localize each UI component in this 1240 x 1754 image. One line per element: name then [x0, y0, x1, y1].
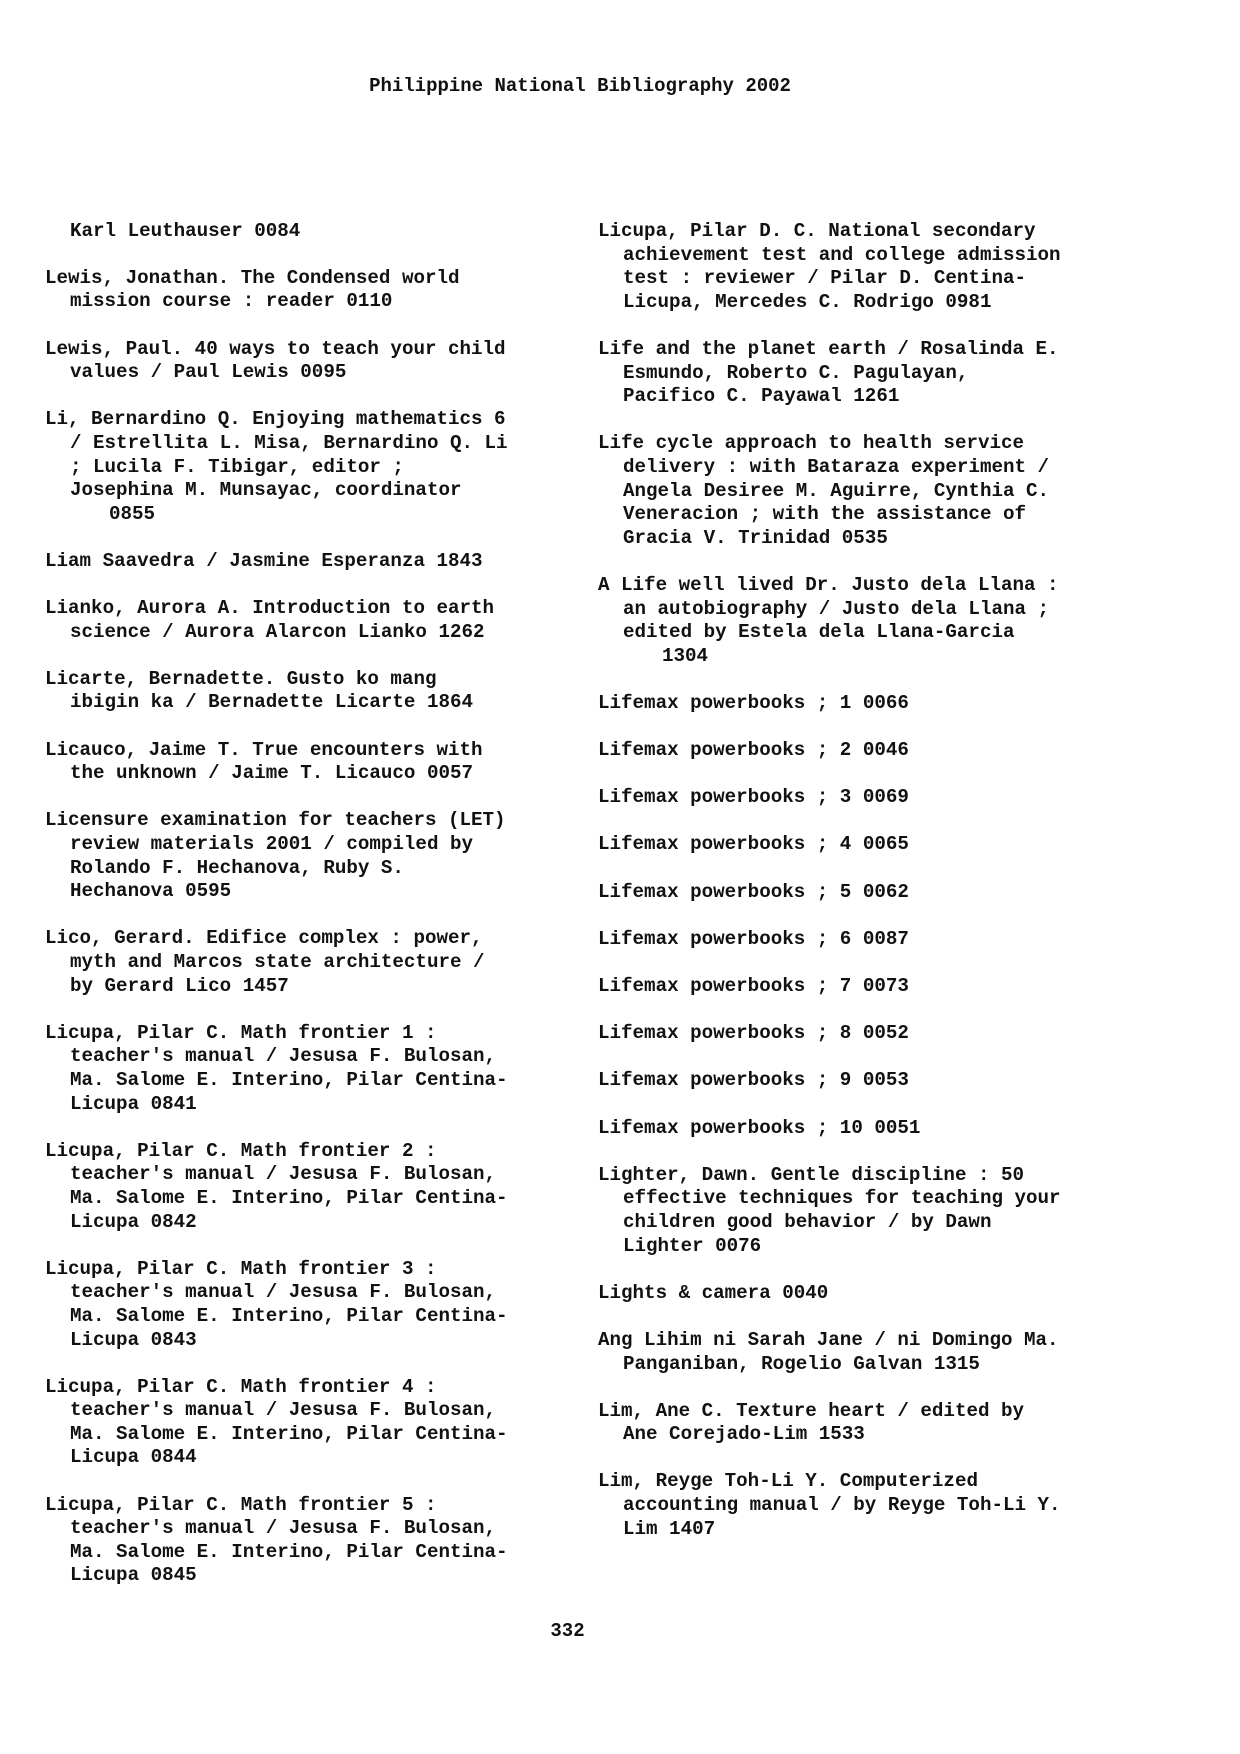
entry-line: teacher's manual / Jesusa F. Bulosan,	[70, 1281, 497, 1304]
bibliography-entry	[598, 692, 1158, 716]
entry-line: teacher's manual / Jesusa F. Bulosan,	[70, 1163, 497, 1186]
entry-line: edited by Estela dela Llana-Garcia	[623, 621, 1015, 644]
entry-line: ; Lucila F. Tibigar, editor ;	[70, 455, 404, 478]
entry-line: Licupa 0845	[70, 1564, 197, 1587]
bibliography-entry	[45, 1376, 605, 1470]
entry-line: Lifemax powerbooks ; 7 0073	[598, 975, 909, 997]
entry-line: Ma. Salome E. Interino, Pilar Centina-	[70, 1422, 508, 1445]
entry-line: Lianko, Aurora A. Introduction to earth	[45, 597, 495, 620]
entry-line: Ang Lihim ni Sarah Jane / ni Domingo Ma.	[598, 1328, 1059, 1351]
entry-line: Josephina M. Munsayac, coordinator	[70, 479, 462, 502]
bibliography-entry	[45, 668, 605, 715]
entry-line: Lifemax powerbooks ; 8 0052	[598, 1022, 909, 1045]
entry-line: delivery : with Bataraza experiment /	[623, 455, 1050, 478]
bibliography-entry	[45, 1258, 605, 1352]
entry-line: Lifemax powerbooks ; 4 0065	[598, 833, 909, 856]
entry-line: review materials 2001 / compiled by	[70, 833, 474, 856]
bibliography-entry	[45, 196, 605, 243]
entry-line: science / Aurora Alarcon Lianko 1262	[70, 620, 485, 643]
entry-line: Lifemax powerbooks ; 9 0053	[598, 1069, 909, 1092]
entry-line: Licauco, Jaime T. True encounters with	[45, 738, 483, 761]
bibliography-entry	[45, 597, 605, 644]
entry-line: Li, Bernardino Q. Enjoying mathematics 6	[45, 408, 506, 431]
bibliography-entry	[598, 975, 1158, 999]
bibliography-entry	[598, 1470, 1158, 1541]
bibliography-entry	[45, 1494, 605, 1588]
entry-line: mission course : reader 0110	[70, 290, 393, 313]
bibliography-entry	[598, 1069, 1158, 1093]
bibliography-entry	[598, 432, 1158, 550]
bibliography-entry	[45, 809, 605, 903]
entry-line: Lifemax powerbooks ; 3 0069	[598, 786, 909, 809]
entry-line: test : reviewer / Pilar D. Centina-	[623, 267, 1027, 290]
entry-line: Licupa 0844	[70, 1446, 197, 1469]
bibliography-entry	[598, 1282, 1158, 1306]
bibliography-entry	[45, 1022, 605, 1116]
entry-line: Ma. Salome E. Interino, Pilar Centina-	[70, 1068, 508, 1091]
left-column	[45, 196, 605, 1612]
bibliography-entry	[598, 881, 1158, 905]
entry-line: an autobiography / Justo dela Llana ;	[623, 597, 1050, 620]
bibliography-entry	[45, 927, 605, 998]
entry-line: Licupa, Pilar C. Math frontier 2 :	[45, 1139, 437, 1162]
entry-line: Lim, Reyge Toh-Li Y. Computerized	[598, 1470, 978, 1493]
entry-line: teacher's manual / Jesusa F. Bulosan,	[70, 1399, 497, 1422]
bibliography-entry	[598, 1164, 1158, 1258]
bibliography-entry	[45, 267, 605, 314]
entry-line: teacher's manual / Jesusa F. Bulosan,	[70, 1045, 497, 1068]
entry-line: Angela Desiree M. Aguirre, Cynthia C.	[623, 479, 1050, 502]
entry-line: Life cycle approach to health service	[598, 432, 1025, 455]
entry-line: accounting manual / by Reyge Toh-Li Y.	[623, 1494, 1061, 1517]
entry-line: Lifemax powerbooks ; 2 0046	[598, 739, 909, 762]
entry-line: Ma. Salome E. Interino, Pilar Centina-	[70, 1304, 508, 1327]
entry-line: Lim, Ane C. Texture heart / edited by	[598, 1399, 1025, 1422]
entry-line: Licensure examination for teachers (LET)	[45, 809, 506, 832]
entry-line: Licarte, Bernadette. Gusto ko mang	[45, 667, 437, 690]
bibliography-entry	[598, 1022, 1158, 1046]
bibliography-entry	[598, 1117, 1158, 1141]
entry-line: Ma. Salome E. Interino, Pilar Centina-	[70, 1540, 508, 1563]
entry-line: values / Paul Lewis 0095	[70, 361, 347, 384]
entry-line: teacher's manual / Jesusa F. Bulosan,	[70, 1517, 497, 1540]
entry-line: ibigin ka / Bernadette Licarte 1864	[70, 691, 474, 714]
entry-line: / Estrellita L. Misa, Bernardino Q. Li	[70, 431, 508, 454]
entry-line: Lifemax powerbooks ; 5 0062	[598, 880, 909, 903]
entry-line: Liam Saavedra / Jasmine Esperanza 1843	[45, 549, 483, 572]
entry-line: Lewis, Paul. 40 ways to teach your child	[45, 337, 506, 360]
entry-line: achievement test and college admission	[623, 243, 1061, 266]
entry-line: 1304	[662, 644, 709, 667]
entry-line: the unknown / Jaime T. Licauco 0057	[70, 762, 474, 785]
entry-line: Lewis, Jonathan. The Condensed world	[45, 266, 460, 289]
bibliography-entry	[45, 550, 605, 574]
entry-line: Licupa, Pilar C. Math frontier 5 :	[45, 1493, 437, 1516]
entry-line: Licupa, Pilar C. Math frontier 3 :	[45, 1257, 437, 1280]
entry-line: Licupa 0843	[70, 1328, 197, 1351]
entry-line: Life and the planet earth / Rosalinda E.	[598, 337, 1059, 360]
entry-line: Esmundo, Roberto C. Pagulayan,	[623, 361, 969, 384]
entry-line: Panganiban, Rogelio Galvan 1315	[623, 1352, 980, 1375]
bibliography-entry	[598, 739, 1158, 763]
bibliography-entry	[45, 408, 605, 526]
bibliography-entry	[45, 739, 605, 786]
entry-line: Pacifico C. Payawal 1261	[623, 385, 900, 408]
entry-line: Licupa, Pilar D. C. National secondary	[598, 220, 1036, 242]
bibliography-entry	[598, 1329, 1158, 1376]
right-column	[598, 220, 1158, 1565]
entry-line: Lifemax powerbooks ; 1 0066	[598, 691, 909, 714]
entry-line: by Gerard Lico 1457	[70, 974, 289, 997]
entry-line: Lighter, Dawn. Gentle discipline : 50	[598, 1163, 1025, 1186]
entry-line: Licupa, Pilar C. Math frontier 4 :	[45, 1375, 437, 1398]
bibliography-entry	[45, 338, 605, 385]
entry-line: A Life well lived Dr. Justo dela Llana :	[598, 573, 1059, 596]
entry-line	[45, 196, 605, 220]
bibliography-entry	[598, 338, 1158, 409]
entry-line: Ane Corejado-Lim 1533	[623, 1423, 865, 1446]
entry-line: Gracia V. Trinidad 0535	[623, 526, 888, 549]
entry-line: Hechanova 0595	[70, 880, 232, 903]
entry-line: Licupa 0841	[70, 1092, 197, 1115]
entry-line: Ma. Salome E. Interino, Pilar Centina-	[70, 1186, 508, 1209]
entry-line: children good behavior / by Dawn	[623, 1210, 992, 1233]
entry-line: Licupa, Pilar C. Math frontier 1 :	[45, 1021, 437, 1044]
entry-line: Veneracion ; with the assistance of	[623, 503, 1027, 526]
entry-line: Lico, Gerard. Edifice complex : power,	[45, 927, 483, 950]
entry-line: Rolando F. Hechanova, Ruby S.	[70, 856, 404, 879]
bibliography-entry	[598, 574, 1158, 668]
entry-line: effective techniques for teaching your	[623, 1187, 1061, 1210]
bibliography-entry	[598, 786, 1158, 810]
entry-line: Lifemax powerbooks ; 10 0051	[598, 1116, 921, 1139]
bibliography-entry	[598, 928, 1158, 952]
entry-line: 0855	[109, 502, 156, 525]
entry-line: myth and Marcos state architecture /	[70, 951, 485, 973]
bibliography-entry	[598, 220, 1158, 314]
page-number: 332	[550, 1620, 585, 1642]
page-header: Philippine National Bibliography 2002	[369, 75, 791, 97]
bibliography-entry	[598, 833, 1158, 857]
entry-line: Lifemax powerbooks ; 6 0087	[598, 927, 909, 950]
entry-line: Lim 1407	[623, 1517, 716, 1540]
entry-line: Licupa 0842	[70, 1210, 197, 1233]
entry-line: Licupa, Mercedes C. Rodrigo 0981	[623, 290, 992, 313]
entry-line: Lights & camera 0040	[598, 1281, 829, 1304]
entry-line: Lighter 0076	[623, 1234, 762, 1257]
entry-line: Karl Leuthauser 0084	[70, 219, 301, 242]
bibliography-entry	[45, 1140, 605, 1234]
bibliography-entry	[598, 1400, 1158, 1447]
